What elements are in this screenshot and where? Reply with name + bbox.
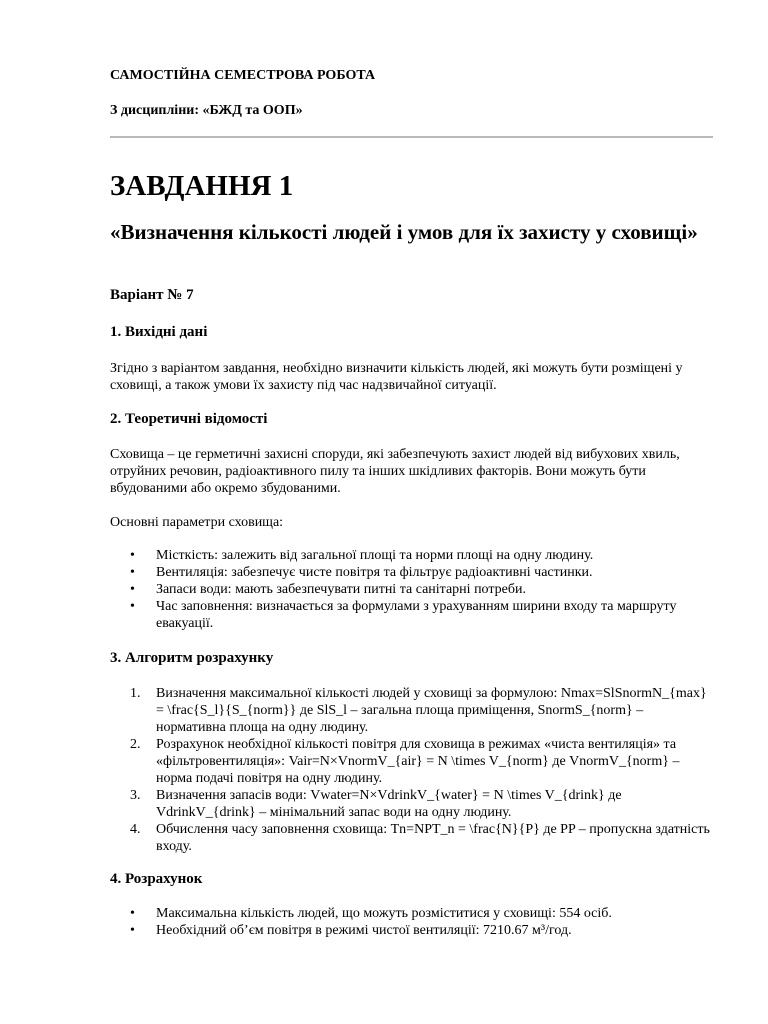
section-text-theory: Сховища – це герметичні захисні споруди, які забезпечують захист людей від вибухових хвиль, отруйних речовин, радіоактивного пилу та інших шкідливих факторів. Вони можуть бути вбудованими або окремо збудованими. [110,447,680,496]
list-item: • Вентиляція: забезпечує чисте повітря та фільтрує радіоактивні частинки. [130,565,593,580]
list-item: 2. Розрахунок необхідної кількості повітря для сховища в режимах «чиста вентиляція» та «фільтровентиляція»: Vair=N×VnormV_{air} = N \times V_{norm} де VnormV_{norm} – норма подачі повітря на одну людину. [130,737,680,786]
bullet-icon: • [130,906,135,921]
horizontal-divider [110,136,713,138]
list-item: • Запаси води: мають забезпечувати питні та санітарні потреби. [130,582,526,597]
list-item: • Максимальна кількість людей, що можуть розміститися у сховищі: 554 осіб. [130,906,612,921]
section-heading-calculation: 4. Розрахунок [110,871,203,887]
list-number: 2. [130,737,141,752]
document-header-title: САМОСТІЙНА СЕМЕСТРОВА РОБОТА [110,68,376,83]
document-subject: З дисципліни: «БЖД та ООП» [110,103,303,118]
task-subtitle: «Визначення кількості людей і умов для їх захисту у сховищі» [110,220,698,244]
list-item: 3. Визначення запасів води: Vwater=N×VdrinkV_{water} = N \times V_{drink} де VdrinkV_{drink} – мінімальний запас води на одну людину. [130,788,622,820]
params-list [110,547,713,632]
task-title: ЗАВДАННЯ 1 [110,170,294,202]
params-intro: Основні параметри сховища: [110,515,284,530]
algorithm-steps-list [110,685,713,855]
list-item: 4. Обчислення часу заповнення сховища: Tn=NPT_n = \frac{N}{P} де PP – пропускна здатність входу. [130,822,710,854]
list-number: 1. [130,686,141,701]
list-number: 4. [130,822,141,837]
results-list [110,905,713,939]
bullet-icon: • [130,548,135,563]
section-heading-algorithm: 3. Алгоритм розрахунку [110,650,274,666]
list-item: • Час заповнення: визначається за формулами з урахуванням ширини входу та маршруту евакуації. [130,599,677,631]
list-item: • Місткість: залежить від загальної площі та норми площі на одну людину. [130,548,594,563]
bullet-icon: • [130,582,135,597]
section-heading-theory: 2. Теоретичні відомості [110,411,268,427]
list-item: • Необхідний об’єм повітря в режимі чистої вентиляції: 7210.67 м³/год. [130,923,572,938]
section-text-initial-data: Згідно з варіантом завдання, необхідно визначити кількість людей, які можуть бути розміщені у сховищі, а також умови їх захисту під час надзвичайної ситуації. [110,361,683,393]
list-item: 1. Визначення максимальної кількості людей у сховищі за формулою: Nmax=SlSnormN_{max} = \frac{S_l}{S_{norm}} де SlS_l – загальна площа приміщення, SnormS_{norm} – нормативна площа на одну людину. [130,686,707,735]
section-heading-initial-data: 1. Вихідні дані [110,324,208,340]
bullet-icon: • [130,923,135,938]
list-number: 3. [130,788,141,803]
bullet-icon: • [130,599,135,614]
variant-label: Варіант № 7 [110,287,194,303]
bullet-icon: • [130,565,135,580]
